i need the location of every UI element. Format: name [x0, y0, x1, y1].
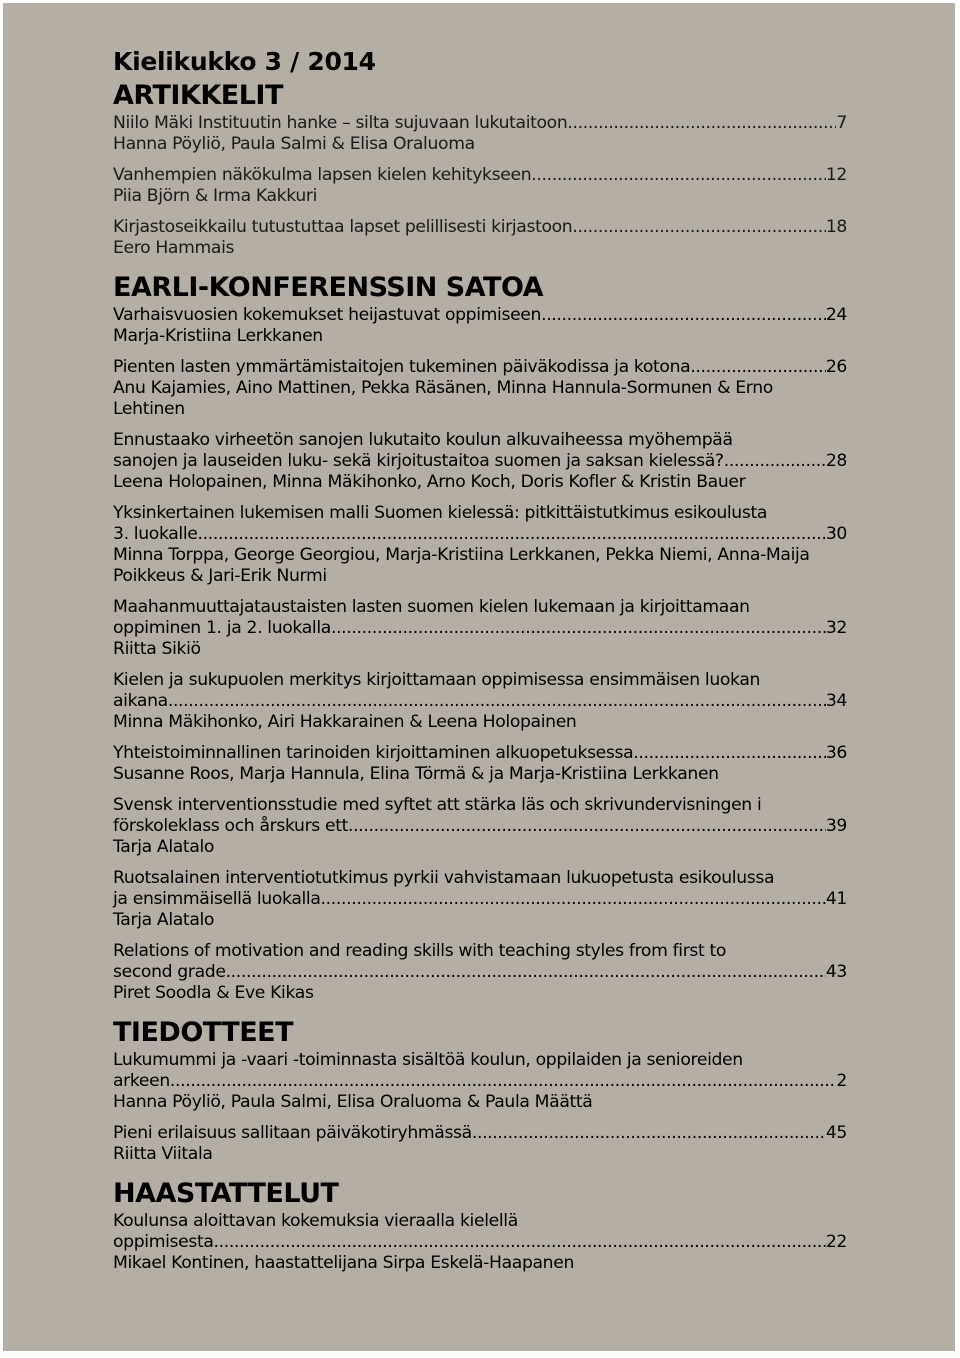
page-number: 18 [825, 217, 847, 237]
document-page [3, 3, 955, 1351]
table-of-contents [113, 45, 847, 1274]
entry-title-text: Ruotsalainen interventiotutkimus pyrkii vahvistamaan lukuopetusta esikoulussa [113, 868, 775, 888]
entry-title-line [113, 868, 847, 889]
entry-title-text: Yksinkertainen lukemisen malli Suomen kielessä: pitkittäistutkimus esikoulusta [113, 503, 768, 523]
entry-title-line [113, 524, 847, 545]
entry-authors: Mikael Kontinen, haastattelijana Sirpa Eskelä-Haapanen [113, 1253, 574, 1273]
dot-leader [472, 1123, 826, 1144]
dot-leader [331, 618, 826, 639]
entry-title-text: Maahanmuuttajataustaisten lasten suomen kielen lukemaan ja kirjoittamaan [113, 597, 750, 617]
toc-entry[interactable] [113, 743, 847, 785]
entry-authors: Minna Mäkihonko, Airi Hakkarainen & Leena Holopainen [113, 712, 577, 732]
section-heading: ARTIKKELIT [113, 80, 283, 111]
page-number: 30 [825, 524, 847, 544]
page-number: 41 [825, 889, 847, 909]
toc-entry[interactable] [113, 670, 847, 733]
page-number: 26 [825, 357, 847, 377]
toc-entry[interactable] [113, 868, 847, 931]
entry-title-line [113, 795, 847, 816]
entry-title-text: second grade [113, 962, 226, 982]
page-number: 7 [836, 113, 847, 133]
entry-title-line [113, 962, 847, 983]
page-number: 24 [825, 305, 847, 325]
entry-title-line [113, 305, 847, 326]
entry-title-line [113, 618, 847, 639]
entry-title-text: aikana [113, 691, 168, 711]
entry-title-line [113, 816, 847, 837]
entry-title-line [113, 1123, 847, 1144]
dot-leader [531, 165, 826, 186]
entry-title-text: Varhaisvuosien kokemukset heijastuvat oppimiseen [113, 305, 542, 325]
entry-title-line [113, 889, 847, 910]
entry-title-line [113, 451, 847, 472]
entry-title-line [113, 1211, 847, 1232]
entry-title-text: Koulunsa aloittavan kokemuksia vieraalla kielellä [113, 1211, 518, 1231]
entry-title-text: 3. luokalle [113, 524, 198, 544]
entry-title-text: Kirjastoseikkailu tutustuttaa lapset pelillisesti kirjastoon [113, 217, 573, 237]
page-number: 45 [825, 1123, 847, 1143]
page-number: 22 [825, 1232, 847, 1252]
toc-entry[interactable] [113, 795, 847, 858]
entry-title-text: Lukumummi ja -vaari -toiminnasta sisältöä koulun, oppilaiden ja senioreiden [113, 1050, 743, 1070]
entry-title-text: Vanhempien näkökulma lapsen kielen kehitykseen [113, 165, 532, 185]
entry-authors: Susanne Roos, Marja Hannula, Elina Törmä & ja Marja-Kristiina Lerkkanen [113, 764, 719, 784]
entry-title-line [113, 670, 847, 691]
section-heading: HAASTATTELUT [113, 1178, 339, 1209]
entry-authors: Riitta Sikiö [113, 639, 201, 659]
page-number: 2 [836, 1071, 847, 1091]
entry-title-text: Niilo Mäki Instituutin hanke – silta sujuvaan lukutaitoon [113, 113, 568, 133]
entry-authors: Eero Hammais [113, 238, 235, 258]
entry-title-line [113, 503, 847, 524]
entry-title-line [113, 430, 847, 451]
page-number: 28 [825, 451, 847, 471]
entry-title-line [113, 217, 847, 238]
entry-authors: Piret Soodla & Eve Kikas [113, 983, 314, 1003]
entry-title-line [113, 691, 847, 712]
entry-title-line [113, 1232, 847, 1253]
dot-leader [541, 305, 826, 326]
entry-authors: Hanna Pöyliö, Paula Salmi, Elisa Oraluoma & Paula Määttä [113, 1092, 593, 1112]
toc-sections [113, 79, 847, 1274]
page-number: 32 [825, 618, 847, 638]
entry-title-line [113, 1050, 847, 1071]
toc-entry[interactable] [113, 503, 847, 587]
page-number: 39 [825, 816, 847, 836]
section-heading: TIEDOTTEET [113, 1017, 294, 1048]
entry-title-line [113, 165, 847, 186]
dot-leader [690, 357, 826, 378]
entry-title-text: Ennustaako virheetön sanojen lukutaito koulun alkuvaiheessa myöhempää [113, 430, 733, 450]
entry-title-line [113, 113, 847, 134]
toc-entry[interactable] [113, 1050, 847, 1113]
dot-leader [170, 1071, 837, 1092]
entry-title-text: sanojen ja lauseiden luku- sekä kirjoitustaitoa suomen ja saksan kielessä? [113, 451, 724, 471]
dot-leader [198, 524, 826, 545]
toc-entry[interactable] [113, 113, 847, 155]
entry-title-text: oppiminen 1. ja 2. luokalla [113, 618, 331, 638]
entry-title-text: Kielen ja sukupuolen merkitys kirjoittamaan oppimisessa ensimmäisen luokan [113, 670, 761, 690]
page-number: 34 [825, 691, 847, 711]
toc-entry[interactable] [113, 597, 847, 660]
section-heading: EARLI-KONFERENSSIN SATOA [113, 272, 544, 303]
toc-entry[interactable] [113, 217, 847, 259]
toc-entry[interactable] [113, 305, 847, 347]
entry-authors: Riitta Viitala [113, 1144, 213, 1164]
entry-authors: Piia Björn & Irma Kakkuri [113, 186, 318, 206]
toc-entry[interactable] [113, 357, 847, 420]
dot-leader [321, 889, 826, 910]
entry-title-line [113, 941, 847, 962]
entry-authors: Hanna Pöyliö, Paula Salmi & Elisa Oraluoma [113, 134, 475, 154]
entry-title-text: förskoleklass och årskurs ett [113, 816, 349, 836]
entry-authors: Anu Kajamies, Aino Mattinen, Pekka Räsänen, Minna Hannula-Sormunen & Erno Lehtinen [113, 378, 773, 419]
entry-title-line [113, 743, 847, 764]
page-number: 12 [825, 165, 847, 185]
toc-entry[interactable] [113, 165, 847, 207]
entry-title-line [113, 1071, 847, 1092]
page-number: 43 [825, 962, 847, 982]
dot-leader [633, 743, 826, 764]
entry-authors: Minna Torppa, George Georgiou, Marja-Kristiina Lerkkanen, Pekka Niemi, Anna-Maija Poikkeus & Jari-Erik Nurmi [113, 545, 810, 586]
dot-leader [168, 691, 826, 712]
page-number: 36 [825, 743, 847, 763]
entry-authors: Tarja Alatalo [113, 910, 215, 930]
entry-title-text: oppimisesta [113, 1232, 214, 1252]
dot-leader [226, 962, 826, 983]
entry-title-text: Yhteistoiminnallinen tarinoiden kirjoittaminen alkuopetuksessa [113, 743, 634, 763]
toc-entry[interactable] [113, 941, 847, 1004]
entry-title-text: Relations of motivation and reading skills with teaching styles from first to [113, 941, 727, 961]
dot-leader [214, 1232, 826, 1253]
entry-authors: Tarja Alatalo [113, 837, 215, 857]
toc-entry[interactable] [113, 1123, 847, 1165]
issue-title: Kielikukko 3 / 2014 [113, 47, 376, 76]
dot-leader [567, 113, 836, 134]
entry-authors: Marja-Kristiina Lerkkanen [113, 326, 323, 346]
entry-title-text: Pienten lasten ymmärtämistaitojen tukeminen päiväkodissa ja kotona [113, 357, 691, 377]
entry-title-text: arkeen [113, 1071, 170, 1091]
entry-title-line [113, 597, 847, 618]
entry-authors: Leena Holopainen, Minna Mäkihonko, Arno Koch, Doris Kofler & Kristin Bauer [113, 472, 746, 492]
dot-leader [572, 217, 826, 238]
dot-leader [724, 451, 826, 472]
entry-title-text: Pieni erilaisuus sallitaan päiväkotiryhmässä [113, 1123, 472, 1143]
entry-title-text: Svensk interventionsstudie med syftet att stärka läs och skrivundervisningen i [113, 795, 762, 815]
entry-title-text: ja ensimmäisellä luokalla [113, 889, 321, 909]
entry-title-line [113, 357, 847, 378]
dot-leader [348, 816, 826, 837]
toc-entry[interactable] [113, 430, 847, 493]
toc-entry[interactable] [113, 1211, 847, 1274]
